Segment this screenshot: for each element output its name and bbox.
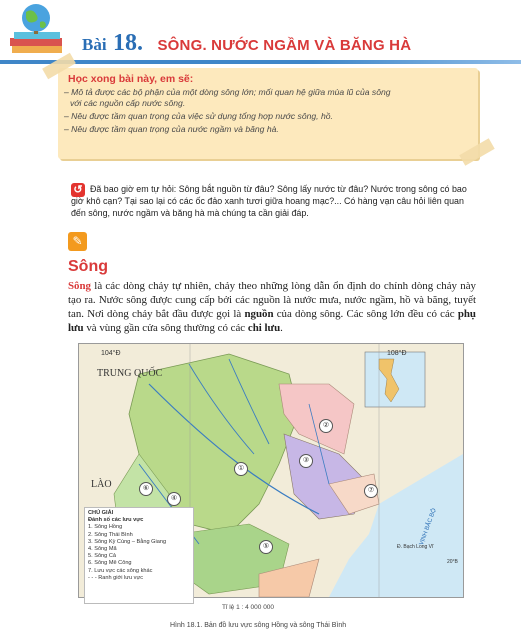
laos-label: LÀO bbox=[91, 479, 112, 490]
legend-item: 3. Sông Kỳ Cùng – Bằng Giang bbox=[88, 538, 167, 545]
zone-marker-4: ④ bbox=[167, 492, 181, 506]
legend-item: - - - Ranh giới lưu vực bbox=[88, 574, 143, 581]
header-rule bbox=[0, 60, 521, 64]
paragraph-text: của dòng sông. Các sông lớn đều có các bbox=[273, 308, 458, 320]
paragraph-text: là các dòng chảy tự nhiên, chảy theo những lòng dẫn ổn định do chính dòng chảy này tạo ra. Nước sông được cung cấp bởi các nguồn là nước mưa, nước ngầm, hồ và băng, tuyết tan. Nơi dòng chảy bắt đầu được gọi là bbox=[68, 280, 476, 320]
lesson-title: SÔNG. NƯỚC NGẦM VÀ BĂNG HÀ bbox=[157, 37, 412, 54]
objective-item: với các nguồn cấp nước sông. bbox=[70, 98, 186, 108]
term-phu-luu: phụ lưu bbox=[68, 308, 476, 334]
intro-question: Đã bao giờ em tự hỏi: Sông bắt nguồn từ đâu? Sông lấy nước từ đâu? Nước trong sông có bao giờ khô cạn? Tại sao lại có các ốc đảo xanh tươi giữa hoang mạc?... Có hàng vạn câu hỏi liên quan đến sông, nước ngầm và băng hà mà chúng ta cần giải đáp. bbox=[71, 184, 467, 219]
paragraph-text: và vùng gần cửa sông thường có các bbox=[83, 322, 248, 334]
term-chi-luu: chi lưu bbox=[247, 322, 281, 334]
legend-item: 1. Sông Hồng bbox=[88, 524, 123, 531]
zone-marker-6: ⑥ bbox=[139, 482, 153, 496]
globe-books-icon bbox=[6, 2, 66, 56]
term-song: Sông bbox=[68, 280, 92, 292]
figure-caption: Hình 18.1. Bản đồ lưu vực sông Hồng và sông Thái Bình bbox=[170, 622, 347, 629]
term-nguon: nguồn bbox=[244, 308, 274, 320]
objective-item: – Nêu được tầm quan trọng của nước ngầm và băng hà. bbox=[64, 124, 279, 134]
lesson-word: Bài bbox=[82, 35, 107, 54]
lat-label: 20°B bbox=[447, 559, 458, 565]
legend-title: CHÚ GIẢI bbox=[88, 510, 114, 516]
objectives-title: Học xong bài này, em sẽ: bbox=[68, 73, 194, 85]
legend-item: 6. Sông Mê Công bbox=[88, 560, 132, 567]
legend-item: 5. Sông Cả bbox=[88, 553, 116, 560]
section-title: Sông bbox=[68, 258, 108, 275]
section-paragraph bbox=[68, 279, 476, 335]
china-label: TRUNG QUỐC bbox=[97, 368, 163, 379]
lon-left-label: 104°Đ bbox=[101, 350, 121, 357]
paragraph-text: . bbox=[280, 322, 283, 334]
lon-right-label: 108°Đ bbox=[387, 350, 407, 357]
gulf-label: VỊNH BẮC BỘ bbox=[418, 507, 438, 547]
lesson-heading bbox=[82, 30, 411, 57]
zone-marker-3: ③ bbox=[299, 454, 313, 468]
zone-marker-5: ⑤ bbox=[259, 540, 273, 554]
zone-marker-2: ② bbox=[319, 419, 333, 433]
question-icon: ↺ bbox=[71, 183, 85, 197]
map-scale: Tỉ lệ 1 : 4 000 000 bbox=[222, 604, 275, 611]
map-legend bbox=[84, 507, 194, 604]
zone-marker-7: ⑦ bbox=[364, 484, 378, 498]
legend-item: 2. Sông Thái Bình bbox=[88, 531, 133, 538]
legend-item: 4. Sông Mã bbox=[88, 546, 117, 553]
legend-item: 7. Lưu vực các sông khác bbox=[88, 567, 153, 574]
objective-item: – Nêu được tầm quan trọng của việc sử dụng tổng hợp nước sông, hồ. bbox=[64, 111, 333, 121]
objective-item: – Mô tả được các bộ phận của một dòng sông lớn; mối quan hệ giữa mùa lũ của sông bbox=[64, 87, 391, 97]
knowledge-icon: ✎ bbox=[68, 232, 87, 251]
legend-subtitle: Đánh số các lưu vực bbox=[88, 517, 144, 524]
zone-marker-1: ① bbox=[234, 462, 248, 476]
lesson-number: 18. bbox=[113, 30, 144, 56]
island-label: Đ. Bạch Long Vĩ bbox=[397, 544, 434, 550]
